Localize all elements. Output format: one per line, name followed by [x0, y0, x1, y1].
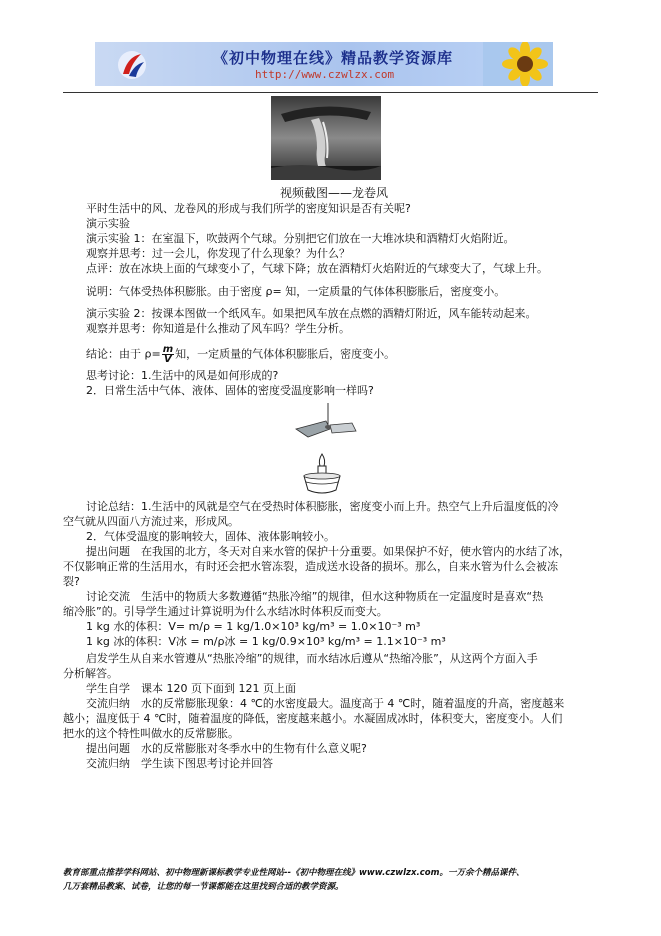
text-line: 说明：气体受热体积膨胀。由于密度 ρ= 知，一定质量的气体体积膨胀后，密度变小。	[86, 285, 506, 298]
text-line: 裂?	[63, 575, 80, 588]
text-line: 观察并思考：你知道是什么推动了风车吗？学生分析。	[86, 322, 350, 335]
text-line: 缩冷胀”的。引导学生通过计算说明为什么水结冰时体积反而变大。	[63, 605, 388, 618]
text-line: 学生自学 课本 120 页下面到 121 页上面	[86, 682, 296, 695]
alcohol-lamp-figure	[296, 452, 348, 498]
text-line: 交流归纳 水的反常膨胀现象：4 ℃的水密度最大。温度高于 4 ℃时，随着温度的升高，密度越来	[86, 697, 565, 710]
paper-windmill-figure	[290, 403, 360, 441]
text-line: 分析解答。	[63, 667, 118, 680]
text-line: 不仅影响正常的生活用水，有时还会把水管冻裂，造成送水设备的损坏。那么，自来水管为什么会被冻	[63, 560, 558, 573]
header-banner	[95, 42, 553, 86]
text-line: 提出问题 水的反常膨胀对冬季水中的生物有什么意义呢?	[86, 742, 367, 755]
figure-caption: 视频截图——龙卷风	[280, 186, 389, 200]
text-line: 空气就从四面八方流过来，形成风。	[63, 515, 239, 528]
text-line: 2．日常生活中气体、液体、固体的密度受温度影响一样吗?	[86, 384, 374, 397]
section-heading: 演示实验	[86, 217, 130, 230]
text-line: 平时生活中的风、龙卷风的形成与我们所学的密度知识是否有关呢?	[86, 202, 411, 215]
text-line: 演示实验 1：在室温下，吹鼓两个气球。分别把它们放在一大堆冰块和酒精灯火焰附近。	[86, 232, 515, 245]
footer-line-1: 教育部重点推荐学科网站、初中物理新课标教学专业性网站--《初中物理在线》www.czwlzx.com。一万余个精品课件、	[63, 868, 525, 878]
text-line: 讨论交流 生活中的物质大多数遵循“热胀冷缩”的规律，但水这种物质在一定温度时是喜欢“热	[86, 590, 544, 603]
text-line: 观察并思考：过一会儿，你发现了什么现象？为什么？	[86, 247, 350, 260]
text-line: 讨论总结：1.生活中的风就是空气在受热时体积膨胀，密度变小而上升。热空气上升后温度低的冷	[86, 500, 559, 513]
text-line: 把水的这个特性叫做水的反常膨胀。	[63, 727, 239, 740]
header-divider	[63, 92, 598, 93]
text-line: 提出问题 在我国的北方，冬天对自来水管的保护十分重要。如果保护不好，使水管内的水结了冰，	[86, 545, 570, 558]
logo-icon	[117, 50, 147, 80]
sunflower-icon	[483, 42, 553, 86]
text-line: 演示实验 2：按课本图做一个纸风车。如果把风车放在点燃的酒精灯附近，风车能转动起来。	[86, 307, 537, 320]
tornado-image	[271, 96, 381, 180]
text-line: 点评：放在冰块上面的气球变小了，气球下降；放在酒精灯火焰附近的气球变大了，气球上升。	[86, 262, 548, 275]
text-line: 越小；温度低于 4 ℃时，随着温度的降低，密度越来越小。水凝固成冰时，体积变大，密度变小。人们	[63, 712, 563, 725]
conclusion-prefix: 结论：由于 ρ=	[86, 347, 161, 361]
footer-line-2: 几万套精品教案、试卷，让您的每一节课都能在这里找到合适的教学资源。	[63, 882, 344, 892]
banner-title: 《初中物理在线》精品教学资源库	[213, 49, 454, 67]
conclusion-suffix: 知，一定质量的气体体积膨胀后，密度变小。	[175, 347, 396, 361]
density-fraction: $\frac{m}{V}$	[162, 344, 174, 365]
formula-line: 1 kg 水的体积：V= m/ρ = 1 kg/1.0×10³ kg/m³ = 1.0×10⁻³ m³	[86, 620, 421, 633]
text-line: 交流归纳 学生读下图思考讨论并回答	[86, 757, 273, 770]
banner-url[interactable]: http://www.czwlzx.com	[255, 68, 395, 81]
formula-line: 1 kg 冰的体积：V冰 = m/ρ冰 = 1 kg/0.9×10³ kg/m³ = 1.1×10⁻³ m³	[86, 635, 446, 648]
text-line: 思考讨论：1.生活中的风是如何形成的?	[86, 369, 279, 382]
conclusion-line	[86, 345, 395, 364]
text-line: 2．气体受温度的影响较大，固体、液体影响较小。	[86, 530, 335, 543]
text-line: 启发学生从自来水管遵从“热胀冷缩”的规律，而水结冰后遵从“热缩冷胀”，从这两个方面入手	[86, 652, 538, 665]
